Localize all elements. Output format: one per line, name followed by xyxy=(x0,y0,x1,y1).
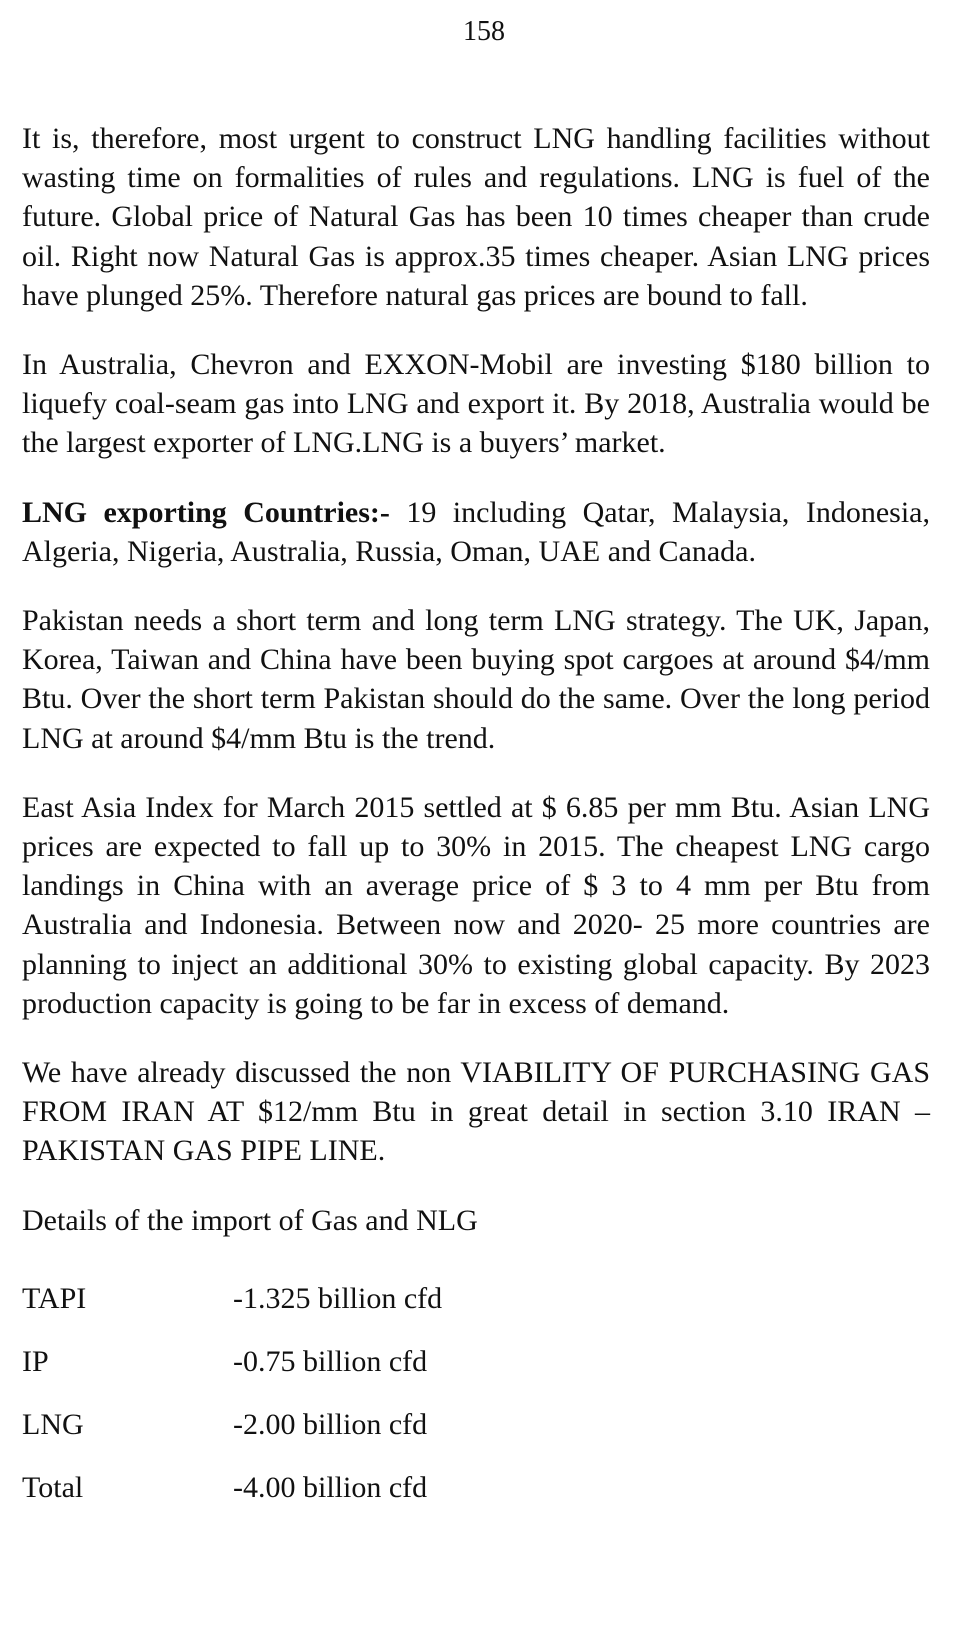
row-label: Total xyxy=(22,1470,84,1504)
paragraph-text: East Asia Index for March 2015 settled at $ 6.85 per mm Btu. Asian LNG prices are expected to fall up to 30% in 2015. The cheapest LNG cargo landings in China with an average price of $ 3 to 4 mm per Btu from Australia and Indonesia. Between now and 2020- 25 more countries are planning to inject an additional 30% to existing global capacity. By 2023 production capacity is going to be far in excess of demand. xyxy=(22,790,930,1020)
paragraph-pakistan-strategy xyxy=(22,601,930,758)
body-text xyxy=(22,119,930,1534)
page-number: 158 xyxy=(463,16,505,47)
row-value: -0.75 billion cfd xyxy=(233,1344,428,1378)
table-row xyxy=(22,1471,582,1534)
table-row xyxy=(22,1408,582,1471)
paragraph-text: Pakistan needs a short term and long term LNG strategy. The UK, Japan, Korea, Taiwan and China have been buying spot cargoes at around $4/mm Btu. Over the short term Pakistan should do the same. Over the long period LNG at around $4/mm Btu is the trend. xyxy=(22,604,930,755)
import-details-table xyxy=(22,1282,582,1534)
paragraph-bold-lead: LNG exporting Countries:- xyxy=(22,495,390,529)
row-label: IP xyxy=(22,1344,49,1378)
paragraph-australia-investment xyxy=(22,345,930,463)
paragraph-lng-urgency xyxy=(22,119,930,315)
row-value: -4.00 billion cfd xyxy=(233,1470,428,1504)
row-value: -2.00 billion cfd xyxy=(233,1407,428,1441)
paragraph-iran-viability xyxy=(22,1053,930,1171)
paragraph-text: In Australia, Chevron and EXXON-Mobil are investing $180 billion to liquefy coal-seam gas into LNG and export it. By 2018, Australia would be the largest exporter of LNG.LNG is a buyers’ market. xyxy=(22,348,930,460)
paragraph-east-asia-index xyxy=(22,788,930,1023)
import-details-intro: Details of the import of Gas and NLG xyxy=(22,1203,478,1237)
row-value: -1.325 billion cfd xyxy=(233,1281,443,1315)
table-row xyxy=(22,1345,582,1408)
row-label: LNG xyxy=(22,1407,84,1441)
table-row xyxy=(22,1282,582,1345)
paragraph-exporting-countries xyxy=(22,493,930,571)
row-label: TAPI xyxy=(22,1281,87,1315)
paragraph-text: We have already discussed the non VIABILITY OF PURCHASING GAS FROM IRAN AT $12/mm Btu in great detail in section 3.10 IRAN – PAKISTAN GAS PIPE LINE. xyxy=(22,1056,930,1168)
paragraph-text: 19 including Qatar, Malaysia, Indonesia, Algeria, Nigeria, Australia, Russia, Oman, UAE and Canada. xyxy=(22,495,930,568)
paragraph-text: It is, therefore, most urgent to construct LNG handling facilities without wasting time on formalities of rules and regulations. LNG is fuel of the future. Global price of Natural Gas has been 10 times cheaper than crude oil. Right now Natural Gas is approx.35 times cheaper. Asian LNG prices have plunged 25%. Therefore natural gas prices are bound to fall. xyxy=(22,122,930,312)
